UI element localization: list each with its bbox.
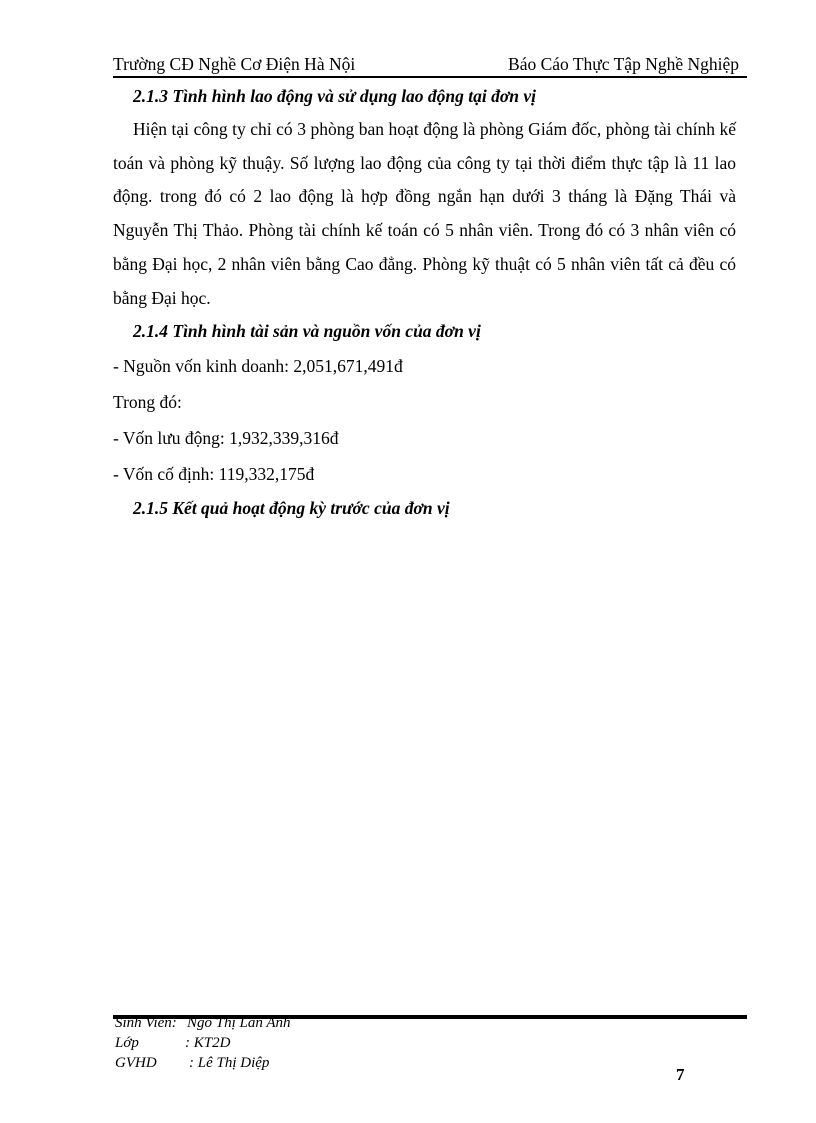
section-heading-2-1-3: 2.1.3 Tình hình lao động và sử dụng lao động tại đơn vị [133, 86, 537, 106]
section-heading-2-1-5: 2.1.5 Kết quả hoạt động kỳ trước của đơn vị [133, 498, 450, 519]
section-paragraph-2-1-3: Hiện tại công ty chỉ có 3 phòng ban hoạt động là phòng Giám đốc, phòng tài chính kế toán và phòng kỹ thuậy. Số lượng lao động của công ty tại thời điểm thực tập là 11 lao động. trong đó có 2 lao động là hợp đồng ngắn hạn dưới 3 tháng là Đặng Thái và Nguyễn Thị Thảo. Phòng tài chính kế toán có 5 nhân viên. Trong đó có 3 nhân viên có bằng Đại học, 2 nhân viên bằng Cao đẳng. Phòng kỹ thuật có 5 nhân viên tất cả đều có bằng Đại học. [113, 119, 736, 308]
class-label: Lớp [115, 1035, 139, 1051]
page-number: 7 [676, 1065, 685, 1084]
report-title: Báo Cáo Thực Tập Nghề Nghiệp [508, 54, 739, 74]
header-divider [113, 76, 747, 78]
student-label: Sinh Viên: [115, 1015, 177, 1031]
student-name: Ngô Thị Lan Anh [187, 1015, 291, 1031]
advisor-label: GVHD [115, 1055, 157, 1071]
section-heading-2-1-4: 2.1.4 Tình hình tài sản và nguồn vốn của đơn vị [133, 321, 481, 342]
capital-line: - Vốn lưu động: 1,932,339,316đ [113, 428, 339, 449]
class-value: : KT2D [185, 1035, 231, 1051]
capital-line: - Vốn cố định: 119,332,175đ [113, 464, 315, 485]
page-content [113, 80, 736, 525]
capital-line: Trong đó: [113, 392, 182, 413]
capital-line: - Nguồn vốn kinh doanh: 2,051,671,491đ [113, 356, 403, 377]
school-name: Trường CĐ Nghề Cơ Điện Hà Nội [113, 54, 356, 74]
page-header [113, 53, 747, 75]
advisor-value: : Lê Thị Diệp [189, 1055, 270, 1071]
